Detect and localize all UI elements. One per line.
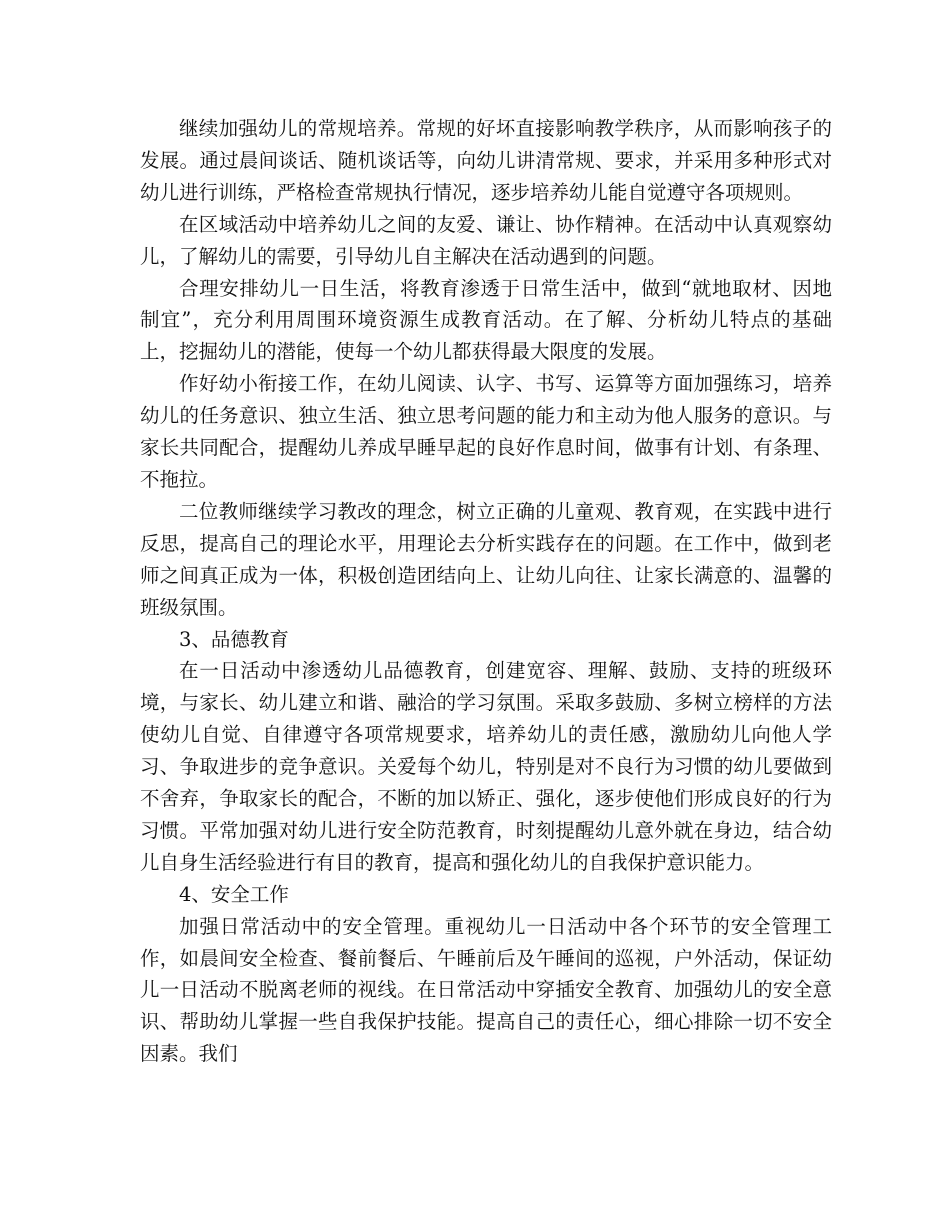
document-body xyxy=(140,113,832,1070)
paragraph-moral-education: 在一日活动中渗透幼儿品德教育，创建宽容、理解、鼓励、支持的班级环境，与家长、幼儿建立和谐、融洽的学习氛围。采取多鼓励、多树立榜样的方法使幼儿自觉、自律遵守各项常规要求，培养幼儿的责任感，激励幼儿向他人学习、争取进步的竞争意识。关爱每个幼儿，特别是对不良行为习惯的幼儿要做到不舍弃，争取家长的配合，不断的加以矫正、强化，逐步使他们形成良好的行为习惯。平常加强对幼儿进行安全防范教育，时刻提醒幼儿意外就在身边，结合幼儿自身生活经验进行有目的教育，提高和强化幼儿的自我保护意识能力。 xyxy=(140,659,832,874)
paragraph-kindergarten-transition: 作好幼小衔接工作，在幼儿阅读、认字、书写、运算等方面加强练习，培养幼儿的任务意识、独立生活、独立思考问题的能力和主动为他人服务的意识。与家长共同配合，提醒幼儿养成早睡早起的良好作息时间，做事有计划、有条理、不拖拉。 xyxy=(140,372,832,491)
section-heading-moral-education: 3、品德教育 xyxy=(179,627,289,651)
paragraph-daily-life: 合理安排幼儿一日生活，将教育渗透于日常生活中，做到“就地取材、因地制宜”，充分利用周围环境资源生成教育活动。在了解、分析幼儿特点的基础上，挖掘幼儿的潜能，使每一个幼儿都获得最大限度的发展。 xyxy=(140,276,832,364)
paragraph-teacher-development: 二位教师继续学习教改的理念，树立正确的儿童观、教育观，在实践中进行反思，提高自己的理论水平，用理论去分析实践存在的问题。在工作中，做到老师之间真正成为一体，积极创造团结向上、让幼儿向往、让家长满意的、温馨的班级氛围。 xyxy=(140,499,832,619)
paragraph-safety-management: 加强日常活动中的安全管理。重视幼儿一日活动中各个环节的安全管理工作，如晨间安全检查、餐前餐后、午睡前后及午睡间的巡视，户外活动，保证幼儿一日活动不脱离老师的视线。在日常活动中穿插安全教育、加强幼儿的安全意识、帮助幼儿掌握一些自我保护技能。提高自己的责任心，细心排除一切不安全因素。我们 xyxy=(140,914,832,1066)
paragraph-routine-training: 继续加强幼儿的常规培养。常规的好坏直接影响教学秩序，从而影响孩子的发展。通过晨间谈话、随机谈话等，向幼儿讲清常规、要求，并采用多种形式对幼儿进行训练，严格检查常规执行情况，逐步培养幼儿能自觉遵守各项规则。 xyxy=(140,117,832,204)
section-heading-safety-work: 4、安全工作 xyxy=(179,882,289,906)
paragraph-area-activities: 在区域活动中培养幼儿之间的友爱、谦让、协作精神。在活动中认真观察幼儿，了解幼儿的需要，引导幼儿自主解决在活动遇到的问题。 xyxy=(140,212,832,268)
